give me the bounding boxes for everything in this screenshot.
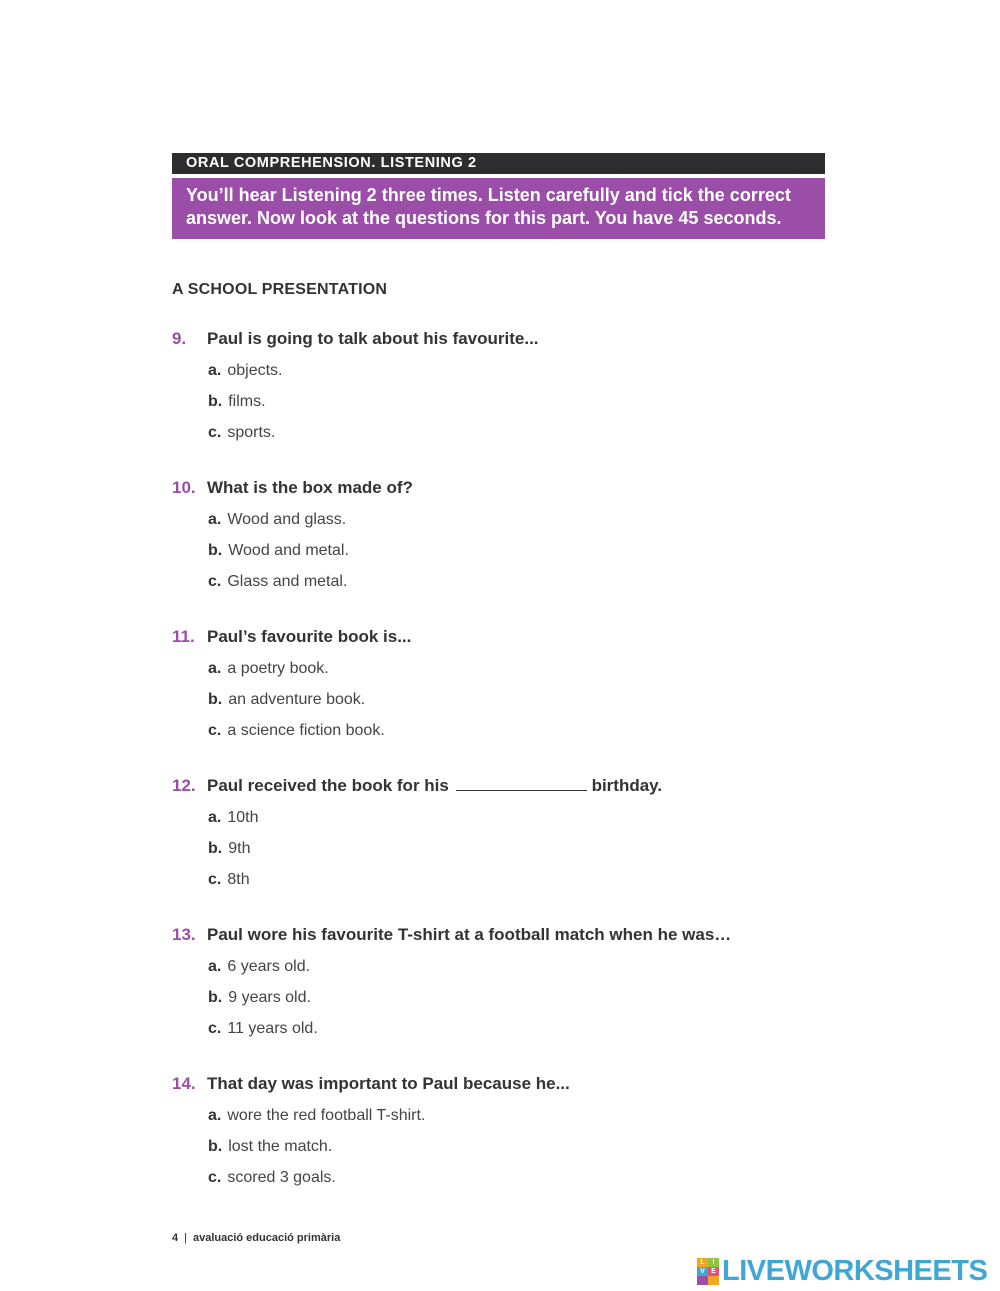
- option-letter: c.: [208, 573, 222, 590]
- option-letter: b.: [208, 393, 223, 410]
- question-number: 13.: [172, 925, 196, 944]
- question-line: [172, 626, 832, 648]
- option-text: an adventure book.: [228, 691, 366, 708]
- option-text: wore the red football T-shirt.: [227, 1107, 426, 1124]
- logo-cell: E: [708, 1267, 719, 1276]
- answer-option[interactable]: [172, 392, 832, 412]
- logo-cell: [708, 1276, 719, 1285]
- page-number: 4: [172, 1232, 179, 1244]
- question-line: [172, 1073, 832, 1095]
- option-letter: a.: [208, 362, 222, 379]
- answer-option[interactable]: [172, 1019, 832, 1039]
- answer-option[interactable]: [172, 361, 832, 381]
- answer-option[interactable]: [172, 510, 832, 530]
- question-line: [172, 924, 832, 946]
- answer-option[interactable]: [172, 659, 832, 679]
- option-text: objects.: [227, 362, 283, 379]
- question-11: [172, 626, 832, 741]
- answer-option[interactable]: [172, 957, 832, 977]
- answer-option[interactable]: [172, 721, 832, 741]
- answer-option[interactable]: [172, 808, 832, 828]
- option-text: Glass and metal.: [227, 573, 348, 590]
- question-line: [172, 328, 832, 350]
- question-line: [172, 477, 832, 499]
- answer-option[interactable]: [172, 541, 832, 561]
- option-letter: a.: [208, 809, 222, 826]
- question-9: [172, 328, 832, 443]
- option-letter: c.: [208, 1169, 222, 1186]
- option-text: films.: [228, 393, 266, 410]
- option-letter: b.: [208, 691, 223, 708]
- answer-option[interactable]: [172, 1168, 832, 1188]
- liveworksheets-logo-icon: [697, 1258, 719, 1285]
- liveworksheets-brand[interactable]: [697, 1255, 987, 1287]
- section-title: A SCHOOL PRESENTATION: [172, 281, 388, 298]
- option-letter: a.: [208, 958, 222, 975]
- logo-cell: L: [697, 1258, 708, 1267]
- instructions-box: You’ll hear Listening 2 three times. Listen carefully and tick the correct answer. Now look at the questions for this part. You have 45 seconds.: [172, 178, 825, 239]
- question-text: Paul wore his favourite T-shirt at a football match when he was…: [207, 925, 732, 944]
- answer-blank: [456, 776, 587, 791]
- page-footer: [172, 1232, 340, 1244]
- option-text: sports.: [227, 424, 276, 441]
- option-text: 10th: [227, 809, 259, 826]
- section-header-bar: ORAL COMPREHENSION. LISTENING 2: [172, 153, 825, 174]
- question-text-before: Paul received the book for his: [207, 776, 449, 795]
- logo-cell: [697, 1276, 708, 1285]
- answer-option[interactable]: [172, 870, 832, 890]
- question-10: [172, 477, 832, 592]
- question-text: That day was important to Paul because he...: [207, 1074, 570, 1093]
- option-letter: c.: [208, 722, 222, 739]
- question-text: Paul’s favourite book is...: [207, 627, 412, 646]
- option-letter: a.: [208, 511, 222, 528]
- logo-cell: I: [708, 1258, 719, 1267]
- option-letter: b.: [208, 542, 223, 559]
- option-text: 9th: [228, 840, 251, 857]
- option-letter: b.: [208, 989, 223, 1006]
- question-line: [172, 775, 832, 797]
- question-text: What is the box made of?: [207, 478, 413, 497]
- question-number: 14.: [172, 1074, 196, 1093]
- option-text: Wood and glass.: [227, 511, 347, 528]
- question-text: Paul is going to talk about his favourite...: [207, 329, 539, 348]
- question-text-after: birthday.: [591, 776, 663, 795]
- logo-cell: V: [697, 1267, 708, 1276]
- question-14: [172, 1073, 832, 1188]
- footer-text: avaluació educació primària: [192, 1232, 341, 1244]
- answer-option[interactable]: [172, 572, 832, 592]
- footer-separator: |: [184, 1232, 187, 1244]
- option-text: 6 years old.: [227, 958, 311, 975]
- answer-option[interactable]: [172, 423, 832, 443]
- option-letter: c.: [208, 871, 222, 888]
- option-text: Wood and metal.: [228, 542, 349, 559]
- answer-option[interactable]: [172, 690, 832, 710]
- option-letter: a.: [208, 1107, 222, 1124]
- option-text: 8th: [227, 871, 250, 888]
- option-text: a poetry book.: [227, 660, 329, 677]
- answer-option[interactable]: [172, 839, 832, 859]
- question-number: 9.: [172, 329, 187, 348]
- option-letter: c.: [208, 424, 222, 441]
- option-letter: c.: [208, 1020, 222, 1037]
- question-number: 11.: [172, 627, 195, 646]
- option-letter: a.: [208, 660, 222, 677]
- brand-name: LIVEWORKSHEETS: [722, 1255, 988, 1287]
- answer-option[interactable]: [172, 988, 832, 1008]
- option-text: scored 3 goals.: [227, 1169, 336, 1186]
- question-number: 12.: [172, 776, 196, 795]
- question-number: 10.: [172, 478, 196, 497]
- option-text: 9 years old.: [228, 989, 311, 1006]
- question-13: [172, 924, 832, 1039]
- answer-option[interactable]: [172, 1137, 832, 1157]
- option-letter: b.: [208, 1138, 223, 1155]
- option-letter: b.: [208, 840, 223, 857]
- option-text: a science fiction book.: [227, 722, 385, 739]
- question-12: [172, 775, 832, 890]
- option-text: 11 years old.: [227, 1020, 318, 1037]
- answer-option[interactable]: [172, 1106, 832, 1126]
- option-text: lost the match.: [228, 1138, 333, 1155]
